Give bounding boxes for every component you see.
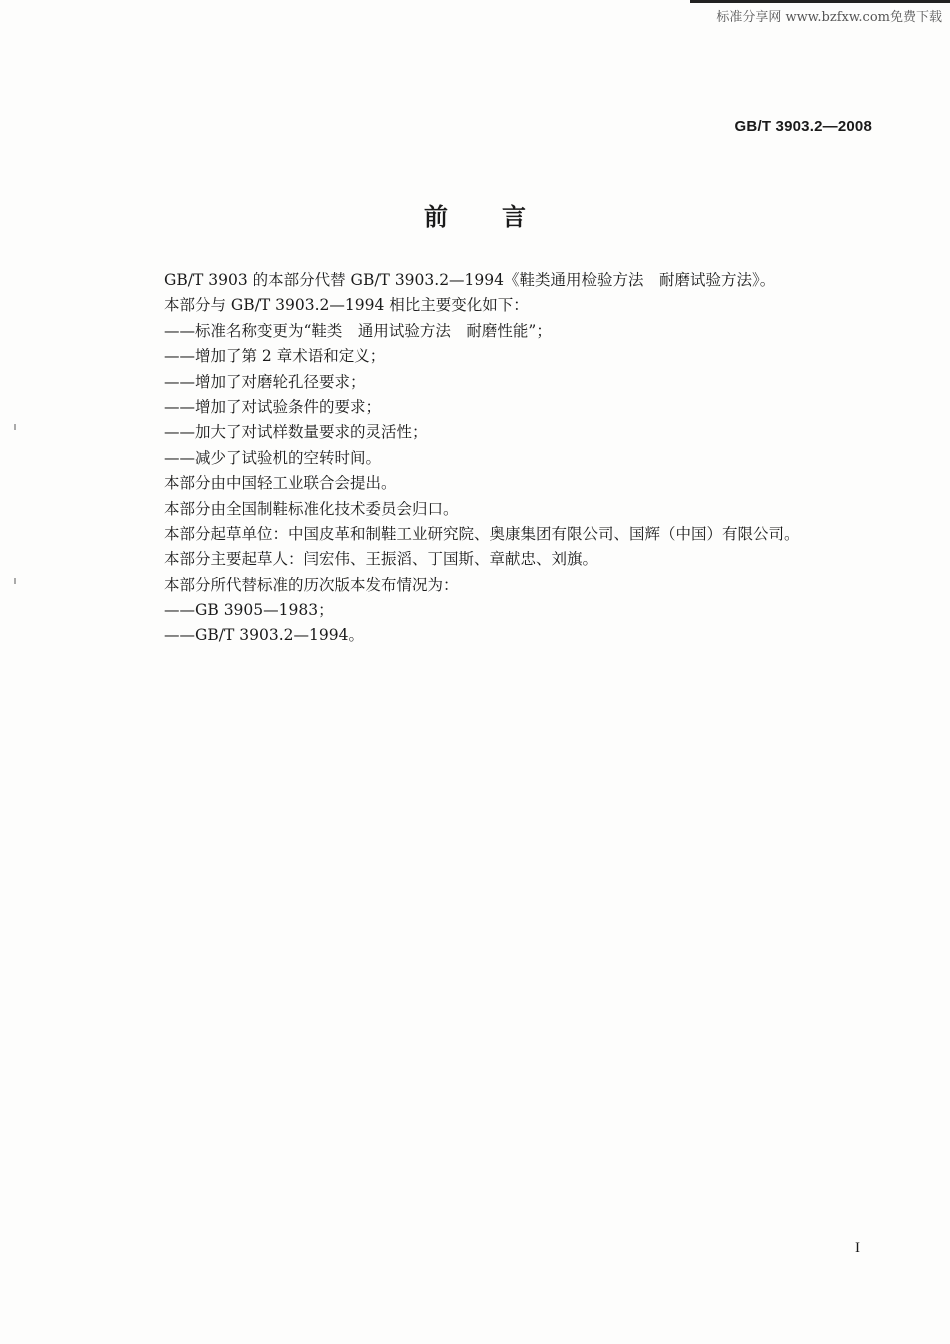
change-item: ——减少了试验机的空转时间。 <box>164 448 382 467</box>
paragraph-under-jurisdiction: 本部分由全国制鞋标准化技术委员会归口。 <box>164 499 459 518</box>
paragraph-changes-intro: 本部分与 GB/T 3903.2—1994 相比主要变化如下： <box>164 296 529 315</box>
scan-artifact <box>14 424 16 430</box>
history-item: ——GB 3905—1983； <box>164 601 334 620</box>
change-item: ——增加了对磨轮孔径要求； <box>164 372 366 391</box>
change-item: ——标准名称变更为“鞋类 通用试验方法 耐磨性能”； <box>164 321 552 340</box>
watermark: 标准分享网 www.bzfxw.com免费下载 <box>716 10 942 25</box>
history-item: ——GB/T 3903.2—1994。 <box>164 626 364 645</box>
change-item: ——增加了对试验条件的要求； <box>164 397 382 416</box>
page-number: I <box>855 1240 860 1256</box>
paragraph-proposed-by: 本部分由中国轻工业联合会提出。 <box>164 474 397 493</box>
change-item: ——增加了第 2 章术语和定义； <box>164 347 386 366</box>
change-item: ——加大了对试样数量要求的灵活性； <box>164 423 428 442</box>
paragraph-drafting-units: 本部分起草单位：中国皮革和制鞋工业研究院、奥康集团有限公司、国辉（中国）有限公司。 <box>164 524 800 543</box>
paragraph-replaces: GB/T 3903 的本部分代替 GB/T 3903.2—1994《鞋类通用检验方法 耐磨试验方法》。 <box>164 271 776 289</box>
paragraph-history-intro: 本部分所代替标准的历次版本发布情况为： <box>164 575 459 594</box>
top-rule <box>690 0 950 3</box>
standard-number: GB/T 3903.2—2008 <box>734 118 872 135</box>
scan-artifact <box>14 578 16 584</box>
paragraph-drafters: 本部分主要起草人：闫宏伟、王振滔、丁国斯、章献忠、刘旗。 <box>164 550 599 569</box>
page-title: 前言 <box>424 203 580 231</box>
foreword-body <box>164 268 864 649</box>
